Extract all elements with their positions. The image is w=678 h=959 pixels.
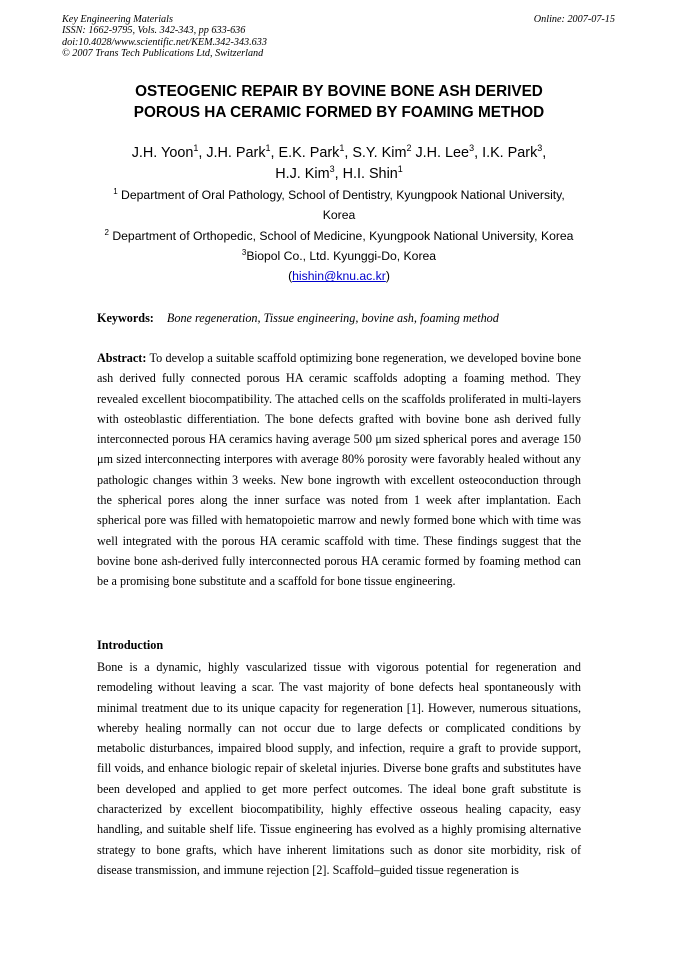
author-name: I.K. Park [482,145,538,161]
doi-line: doi:10.4028/www.scientific.net/KEM.342-343.633 [62,36,267,48]
keywords-label: Keywords: [97,311,154,325]
affiliation-number: 3 [241,247,247,257]
author-line-1 [0,143,678,164]
corresponding-email [0,266,678,286]
abstract-text: To develop a suitable scaffold optimizing bone regeneration, we developed bovine bone ash derived fully connected porous HA ceramic scaffolds adopting a foaming method. They revealed excellent biocompatibility. The attached cells on the scaffolds proliferated in multi-layers with osteoblastic differentiation. The bone defects grafted with bovine bone ash derived fully interconnected porous HA ceramics having average 500 μm sized spherical pores and average 150 μm sized interconnecting interpores with average 80% porosity were favorably healed without any pathologic changes within 3 weeks. New bone ingrowth with excellent osteoconduction through the spherical pores along the inner surface was noted from 1 week after implantation. Each spherical pore was filled with hematopoietic marrow and newly formed bone which with time was well integrated with the porous HA ceramic scaffold with time. These findings suggest that the bovine bone ash-derived fully interconnected porous HA ceramic formed by foaming method can be a promising bone substitute and a scaffold for bone tissue engineering. [97,351,581,589]
title-line-2: POROUS HA CERAMIC FORMED BY FOAMING METHOD [133,104,545,121]
introduction-text: Bone is a dynamic, highly vascularized tissue with vigorous potential for regeneration and remodeling without leaving a scar. The vast majority of bone defects heal spontaneously with minimal treatment due to its unique capacity for regeneration [1]. However, numerous situations, whereby healing normally can not occur due to large defects or complicated conditions by metabolic disturbances, impaired blood supply, and infection, require a graft to provide support, fill voids, and enhance biologic repair of skeletal injuries. Diverse bone grafts and substitutes have been developed and applied to get more perfect outcomes. The ideal bone graft substitute is characterized by excellent biocompatibility, highly effective osseous healing capacity, easy handling, and suitable shelf life. Tissue engineering has evolved as a highly promising alternative strategy to bone grafts, which have inherent limitations such as donor site morbidity, risk of disease transmission, and immune rejection [2]. Scaffold–guided tissue regeneration is [97,660,581,877]
email-paren-close: ) [385,269,390,284]
keywords-value: Bone regeneration, Tissue engineering, bovine ash, foaming method [166,311,499,325]
affiliation-1 [0,185,678,205]
issn-line: ISSN: 1662-9795, Vols. 342-343, pp 633-636 [62,25,246,37]
affiliation-number: 1 [113,187,118,196]
affiliation-list [0,185,678,286]
author-line-2 [0,164,678,185]
keywords [97,310,587,326]
section-heading-introduction: Introduction [97,638,164,652]
abstract [97,348,581,592]
paper-title [0,81,678,123]
affiliation-text: Department of Oral Pathology, School of Dentistry, Kyungpook National University, [117,188,565,202]
affiliation-3 [0,246,678,266]
affiliation-2 [0,226,678,246]
author-name: S.Y. Kim [352,145,407,161]
author-name: E.K. Park [278,145,340,161]
author-separator: , [474,145,483,161]
author-affiliation-mark: 1 [339,143,345,153]
author-name: J.H. Yoon [131,145,194,161]
author-list [0,143,678,185]
author-separator: , [334,166,343,182]
affiliation-number: 2 [104,227,109,237]
journal-name: Key Engineering Materials [62,14,173,25]
abstract-label: Abstract: [97,351,147,365]
author-name: J.H. Park [206,145,266,161]
author-affiliation-mark: 1 [265,143,271,153]
author-separator: , [542,145,547,161]
author-name: H.I. Shin [342,166,398,182]
author-separator: , [270,145,279,161]
author-affiliation-mark: 3 [329,164,335,174]
author-separator: , [344,145,353,161]
affiliation-1-continued: Korea [322,208,356,223]
email-link[interactable]: hishin@knu.ac.kr [292,269,386,284]
copyright-line: © 2007 Trans Tech Publications Ltd, Switzerland [62,47,264,59]
affiliation-text: Biopol Co., Ltd. Kyunggi-Do, Korea [246,248,437,263]
author-affiliation-mark: 3 [537,143,543,153]
author-affiliation-mark: 1 [193,143,199,153]
author-name: J.H. Lee [415,145,470,161]
journal-header [62,14,267,59]
email-paren-open: ( [288,269,293,284]
author-affiliation-mark: 2 [406,143,412,153]
title-line-1: OSTEOGENIC REPAIR BY BOVINE BONE ASH DERIVED [135,83,543,100]
author-affiliation-mark: 1 [397,164,403,174]
online-date: Online: 2007-07-15 [533,14,615,25]
author-affiliation-mark: 3 [469,143,475,153]
author-separator: , [198,145,207,161]
affiliation-text: Department of Orthopedic, School of Medicine, Kyungpook National University, Korea [108,228,574,243]
author-name: H.J. Kim [275,166,330,182]
